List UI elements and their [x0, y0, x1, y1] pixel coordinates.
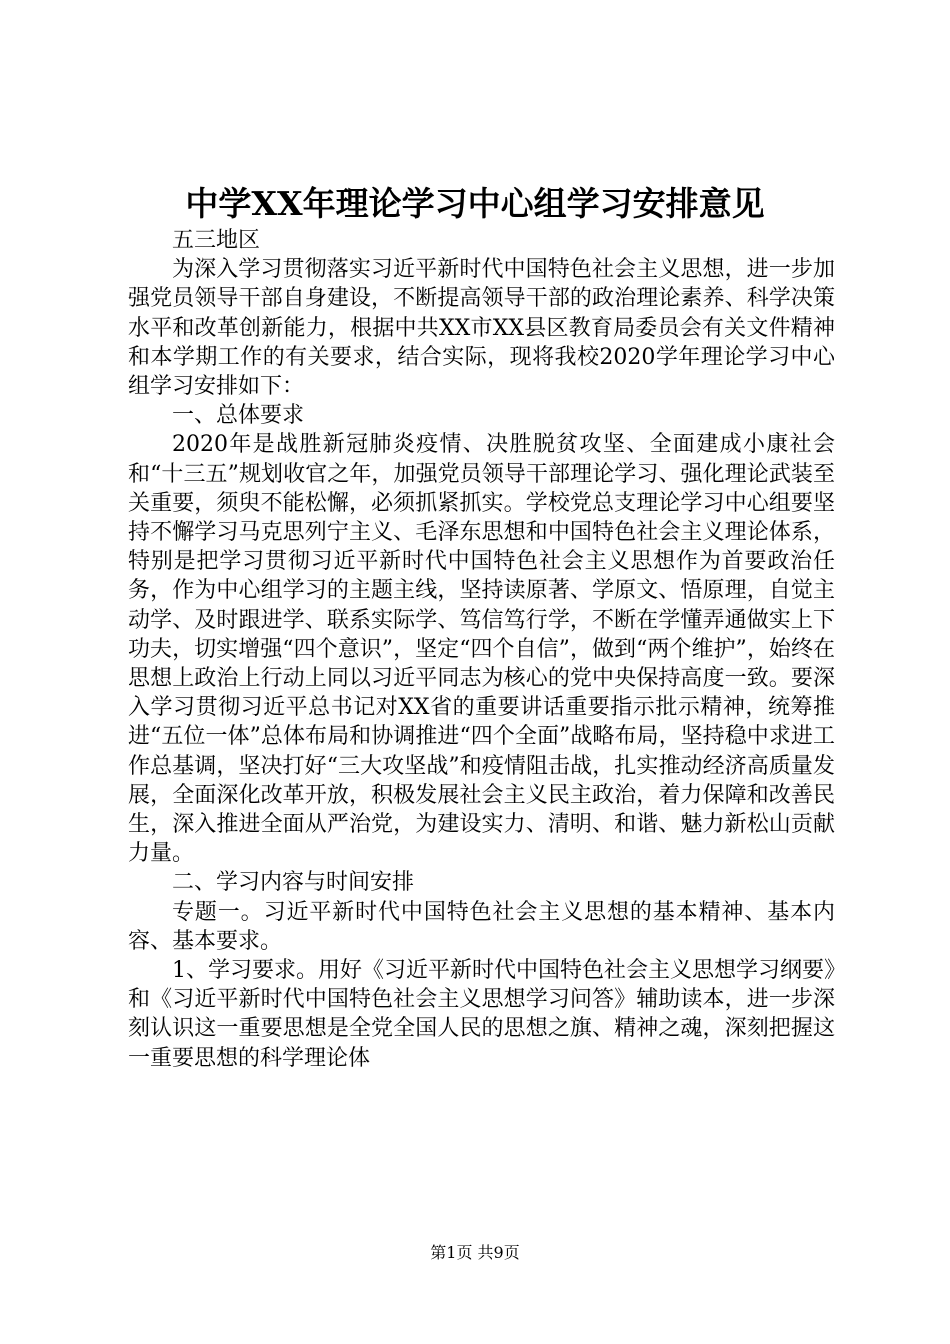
topic-one-paragraph: 专题一。习近平新时代中国特色社会主义思想的基本精神、基本内容、基本要求。 — [128, 899, 835, 954]
document-title: 中学XX年理论学习中心组学习安排意见 — [185, 184, 765, 223]
section-heading-1: 一、总体要求 — [172, 403, 305, 429]
section-heading-2: 二、学习内容与时间安排 — [172, 870, 415, 896]
intro-paragraph: 为深入学习贯彻落实习近平新时代中国特色社会主义思想，进一步加强党员领导干部自身建设，不断提高领导干部的政治理论素养、科学决策水平和改革创新能力，根据中共XX市XX县区教育局委员会有关文件精神和本学期工作的有关要求，结合实际，现将我校2020学年理论学习中心组学习安排如下： — [128, 257, 835, 400]
study-requirements-paragraph: 1、学习要求。用好《习近平新时代中国特色社会主义思想学习纲要》和《习近平新时代中国特色社会主义思想学习问答》辅助读本，进一步深刻认识这一重要思想是全党全国人民的思想之旗、精神之魂，深刻把握这一重要思想的科学理论体 — [128, 958, 835, 1071]
general-requirements-paragraph: 2020年是战胜新冠肺炎疫情、决胜脱贫攻坚、全面建成小康社会和“十三五”规划收官之年，加强党员领导干部理论学习、强化理论武装至关重要，须臾不能松懈，必须抓紧抓实。学校党总支理论学习中心组要坚持不懈学习马克思列宁主义、毛泽东思想和中国特色社会主义理论体系，特别是把学习贯彻习近平新时代中国特色社会主义思想作为首要政治任务，作为中心组学习的主题主线，坚持读原著、学原文、悟原理，自觉主动学、及时跟进学、联系实际学、笃信笃行学，不断在学懂弄通做实上下功夫，切实增强“四个意识”，坚定“四个自信”，做到“两个维护”，始终在思想上政治上行动上同以习近平同志为核心的党中央保持高度一致。要深入学习贯彻习近平总书记对XX省的重要讲话重要指示批示精神，统筹推进“五位一体”总体布局和协调推进“四个全面”战略布局，坚持稳中求进工作总基调，坚决打好“三大攻坚战”和疫情阻击战，扎实推动经济高质量发展，全面深化改革开放，积极发展社会主义民主政治，着力保障和改善民生，深入推进全面从严治党，为建设实力、清明、和谐、魅力新松山贡献力量。 — [128, 432, 835, 867]
author-line: 五三地区 — [172, 228, 261, 253]
page-footer: 第1页 共9页 — [430, 1243, 520, 1262]
document-body — [128, 226, 835, 1073]
